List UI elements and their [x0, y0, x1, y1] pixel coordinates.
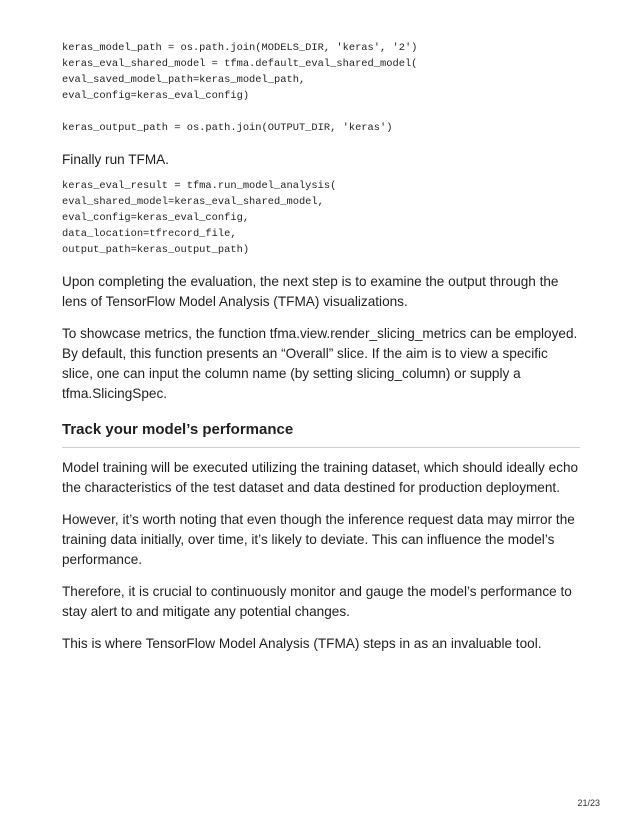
code-line: eval_shared_model=keras_eval_shared_model, [62, 196, 324, 208]
code-line: eval_config=keras_eval_config, [62, 212, 250, 224]
paragraph-upon-completing: Upon completing the evaluation, the next step is to examine the output through the lens of TensorFlow Model Analysis (TFMA) visualizations. [62, 274, 559, 309]
code-line: eval_config=keras_eval_config) [62, 90, 250, 102]
code-block-keras-model [62, 40, 580, 136]
paragraph-therefore: Therefore, it is crucial to continuously monitor and gauge the model’s performance to stay alert to and mitigate any potential changes. [62, 584, 572, 619]
code-line: output_path=keras_output_path) [62, 244, 250, 256]
document-page [62, 40, 580, 654]
code-line: eval_saved_model_path=keras_model_path, [62, 74, 306, 86]
paragraph-showcase-metrics: To showcase metrics, the function tfma.view.render_slicing_metrics can be employed. By default, this function presents an “Overall” slice. If the aim is to view a specific slice, one can input the column name (by setting slicing_column) or supply a tfma.SlicingSpec. [62, 326, 578, 401]
code-line: keras_output_path = os.path.join(OUTPUT_DIR, 'keras') [62, 122, 393, 134]
section-heading: Track your model’s performance [62, 421, 294, 438]
paragraph-finally: Finally run TFMA. [62, 152, 170, 167]
code-block-run-analysis [62, 178, 580, 258]
page-number: 21/23 [577, 798, 600, 808]
code-line-blank [62, 104, 580, 120]
code-line: keras_model_path = os.path.join(MODELS_DIR, 'keras', '2') [62, 42, 418, 54]
code-line: keras_eval_shared_model = tfma.default_eval_shared_model( [62, 58, 418, 70]
code-line: keras_eval_result = tfma.run_model_analysis( [62, 180, 337, 192]
paragraph-model-training: Model training will be executed utilizing the training dataset, which should ideally echo the characteristics of the test dataset and data destined for production deployment. [62, 460, 579, 495]
paragraph-however: However, it’s worth noting that even though the inference request data may mirror the training data initially, over time, it’s likely to deviate. This can influence the model’s performance. [62, 512, 575, 567]
paragraph-tfma-tool: This is where TensorFlow Model Analysis (TFMA) steps in as an invaluable tool. [62, 636, 542, 651]
code-line: data_location=tfrecord_file, [62, 228, 237, 240]
